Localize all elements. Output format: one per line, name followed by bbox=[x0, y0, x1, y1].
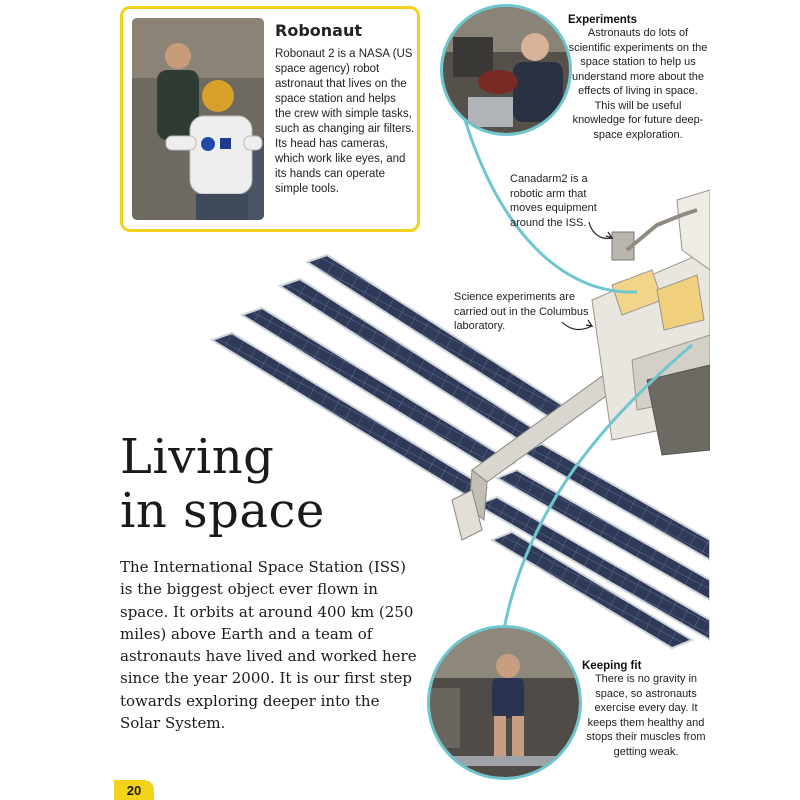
heading-line-1: Living bbox=[120, 429, 275, 485]
science-text: Science experiments are carried out in the Columbus laboratory. bbox=[454, 291, 589, 332]
experiments-text: Astronauts do lots of scientific experiments on the space station to help us understand more about the effects of living in space. This will be useful knowledge for future deep-space exploration. bbox=[568, 27, 708, 141]
keeping-fit-photo-drawing bbox=[430, 628, 579, 777]
robonaut-description: Robonaut 2 is a NASA (US space agency) robot astronaut that lives on the space station and helps the crew with simple tasks, such as changing air filters. Its head has cameras, which work like eyes, and its hands can operate simple tools. bbox=[275, 48, 415, 195]
canadarm-text: Canadarm2 is a robotic arm that moves equipment around the ISS. bbox=[510, 173, 597, 229]
nasa-logo-icon bbox=[201, 137, 215, 151]
robonaut-photo bbox=[132, 18, 264, 220]
experiments-title: Experiments bbox=[568, 14, 638, 26]
science-caption bbox=[454, 290, 594, 334]
experiments-photo-drawing bbox=[443, 7, 569, 133]
intro-paragraph: The International Space Station (ISS) is the biggest object ever flown in space. It orbits at around 400 km (250 miles) above Earth and a team of astronauts have lived and worked here since the year 2000. It is our first step towards exploring deeper into the Solar System. bbox=[120, 558, 417, 733]
keeping-fit-title: Keeping fit bbox=[582, 660, 642, 672]
keeping-fit-caption bbox=[582, 660, 710, 759]
solar-array-right bbox=[477, 444, 710, 648]
page-number: 20 bbox=[114, 780, 154, 800]
heading-line-2: in space bbox=[120, 483, 325, 539]
robonaut-title: Robonaut bbox=[275, 21, 362, 40]
book-page bbox=[92, 0, 710, 800]
robonaut-photo-drawing bbox=[132, 18, 264, 220]
robonaut-box bbox=[120, 6, 420, 232]
gm-logo-icon bbox=[220, 138, 231, 149]
experiments-photo bbox=[440, 4, 572, 136]
keeping-fit-photo bbox=[427, 625, 582, 780]
canadarm-caption bbox=[510, 172, 620, 230]
page-heading bbox=[120, 430, 325, 538]
keeping-fit-text: There is no gravity in space, so astronauts exercise every day. It keeps them healthy and stops their muscles from getting weak. bbox=[586, 673, 706, 758]
experiments-caption bbox=[568, 14, 708, 142]
